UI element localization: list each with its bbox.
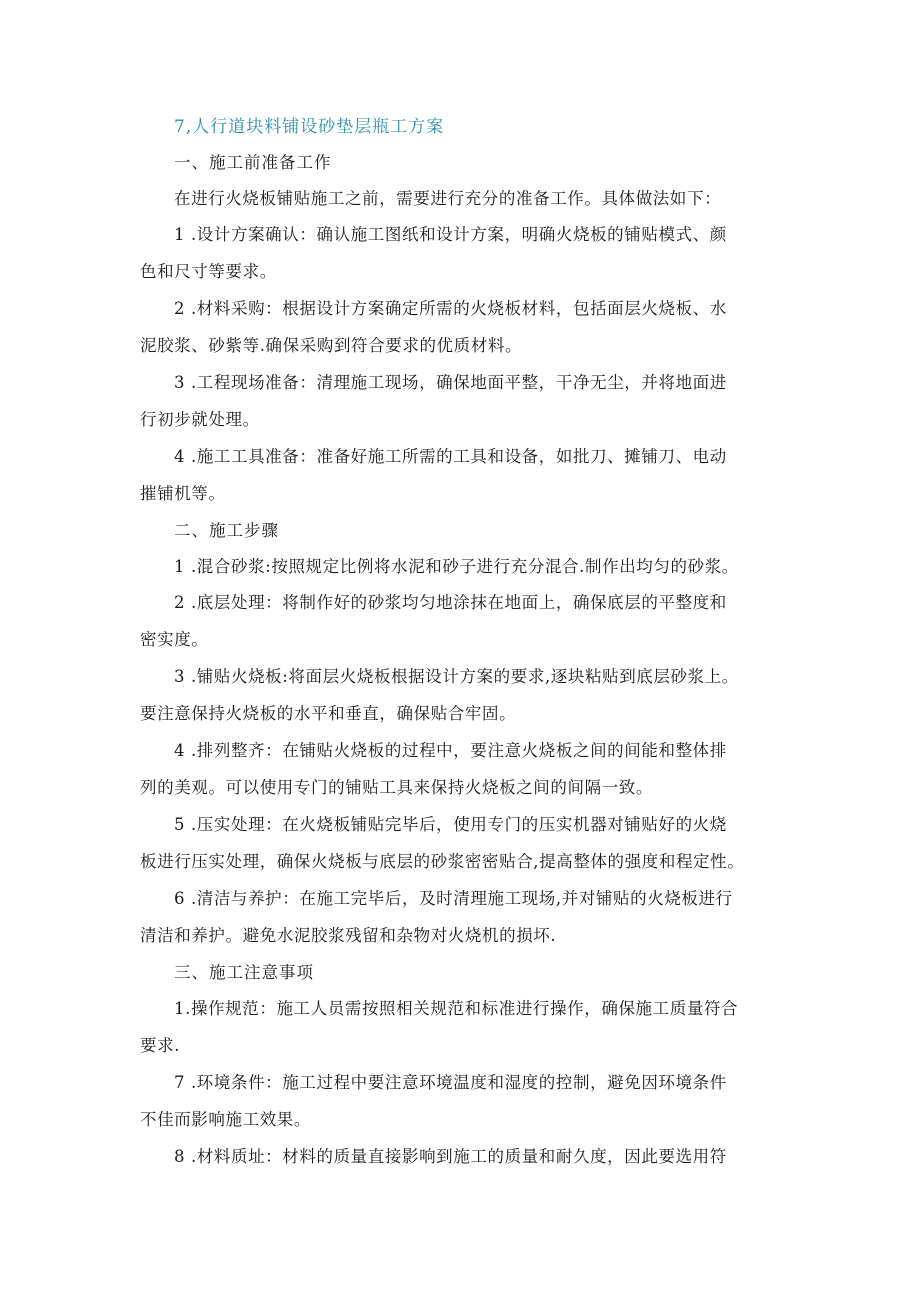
- paragraph-line: 6 .清洁与养护：在施工完毕后，及时清理施工现场,并对铺贴的火烧板进行: [174, 889, 733, 908]
- preparation-intro: 在进行火烧板铺贴施工之前，需要进行充分的准备工作。具体做法如下：: [174, 189, 722, 208]
- section-heading-preparation: 一、施工前准备工作: [174, 153, 332, 172]
- paragraph-line: 4 .施工工具准备：准备好施工所需的工具和设备，如批刀、摊铺刀、电动: [174, 447, 727, 466]
- document-title: 7,人行道块料铺设砂垫层瓶工方案: [174, 117, 445, 137]
- paragraph-line: 摧铺机等。: [140, 484, 226, 503]
- paragraph-line: 要注意保持火烧板的水平和垂直，确保贴合牢固。: [140, 704, 517, 723]
- paragraph-line: 1.操作规范：施工人员需按照相关规范和标准进行操作，确保施工质量符合: [174, 999, 739, 1018]
- preparation-item-3: [140, 368, 785, 442]
- step-item-6: [140, 884, 785, 958]
- paragraph-line: 色和尺寸等要求。: [140, 262, 277, 281]
- paragraph-line: 密实度。: [140, 630, 209, 649]
- step-item-2: [140, 588, 785, 662]
- paragraph-line: 板进行压实处理，确保火烧板与底层的砂浆密密贴合,提高整体的强度和程定性。: [140, 852, 745, 871]
- document-body: [140, 112, 785, 1178]
- section-heading-steps: 二、施工步骤: [174, 521, 279, 540]
- preparation-item-1: [140, 220, 785, 294]
- note-item-1: [140, 994, 785, 1068]
- paragraph-line: 5 .压实处理：在火烧板铺贴完毕后，使用专门的压实机器对铺贴好的火烧: [174, 815, 727, 834]
- step-item-3: [140, 662, 785, 736]
- paragraph-line: 4 .排列整齐：在铺贴火烧板的过程中，要注意火烧板之间的间能和整体排: [174, 741, 727, 760]
- note-item-3: 8 .材料质址：材料的质量直接影响到施工的质量和耐久度，因此要选用符: [174, 1147, 727, 1166]
- step-item-4: [140, 736, 785, 810]
- paragraph-line: 1 .设计方案确认：确认施工图纸和设计方案，明确火烧板的铺贴模式、颜: [174, 225, 727, 244]
- paragraph-line: 7 .环境条件：施工过程中要注意环境温度和湿度的控制，避免因环境条件: [174, 1073, 727, 1092]
- preparation-item-2: [140, 294, 785, 368]
- paragraph-line: 行初步就处理。: [140, 410, 260, 429]
- paragraph-line: 要求.: [140, 1036, 181, 1055]
- paragraph-line: 不佳而影响施工效果。: [140, 1110, 311, 1129]
- step-item-5: [140, 810, 785, 884]
- paragraph-line: 3 .铺贴火烧板:将面层火烧板根据设计方案的要求,逐块粘贴到底层砂浆上。: [174, 667, 739, 686]
- note-item-2: [140, 1068, 785, 1142]
- paragraph-line: 清洁和养护。避免水泥胶浆残留和杂物对火烧机的损坏.: [140, 926, 557, 945]
- preparation-item-4: [140, 442, 785, 516]
- paragraph-line: 泥胶浆、砂紫等.确保采购到符合要求的优质材料。: [140, 336, 523, 355]
- paragraph-line: 3 .工程现场准备：清理施工现场，确保地面平整，干净无尘，并将地面进: [174, 373, 727, 392]
- step-item-1: 1 .混合砂浆:按照规定比例将水泥和砂子进行充分混合.制作出均匀的砂浆。: [174, 557, 739, 576]
- section-heading-notes: 三、施工注意事项: [174, 963, 314, 982]
- paragraph-line: 列的美观。可以使用专门的铺贴工具来保持火烧板之间的间隔一致。: [140, 778, 653, 797]
- paragraph-line: 2 .底层处理：将制作好的砂浆均匀地涂抹在地面上，确保底层的平整度和: [174, 593, 727, 612]
- paragraph-line: 2 .材料采购：根据设计方案确定所需的火烧板材料，包括面层火烧板、水: [174, 299, 727, 318]
